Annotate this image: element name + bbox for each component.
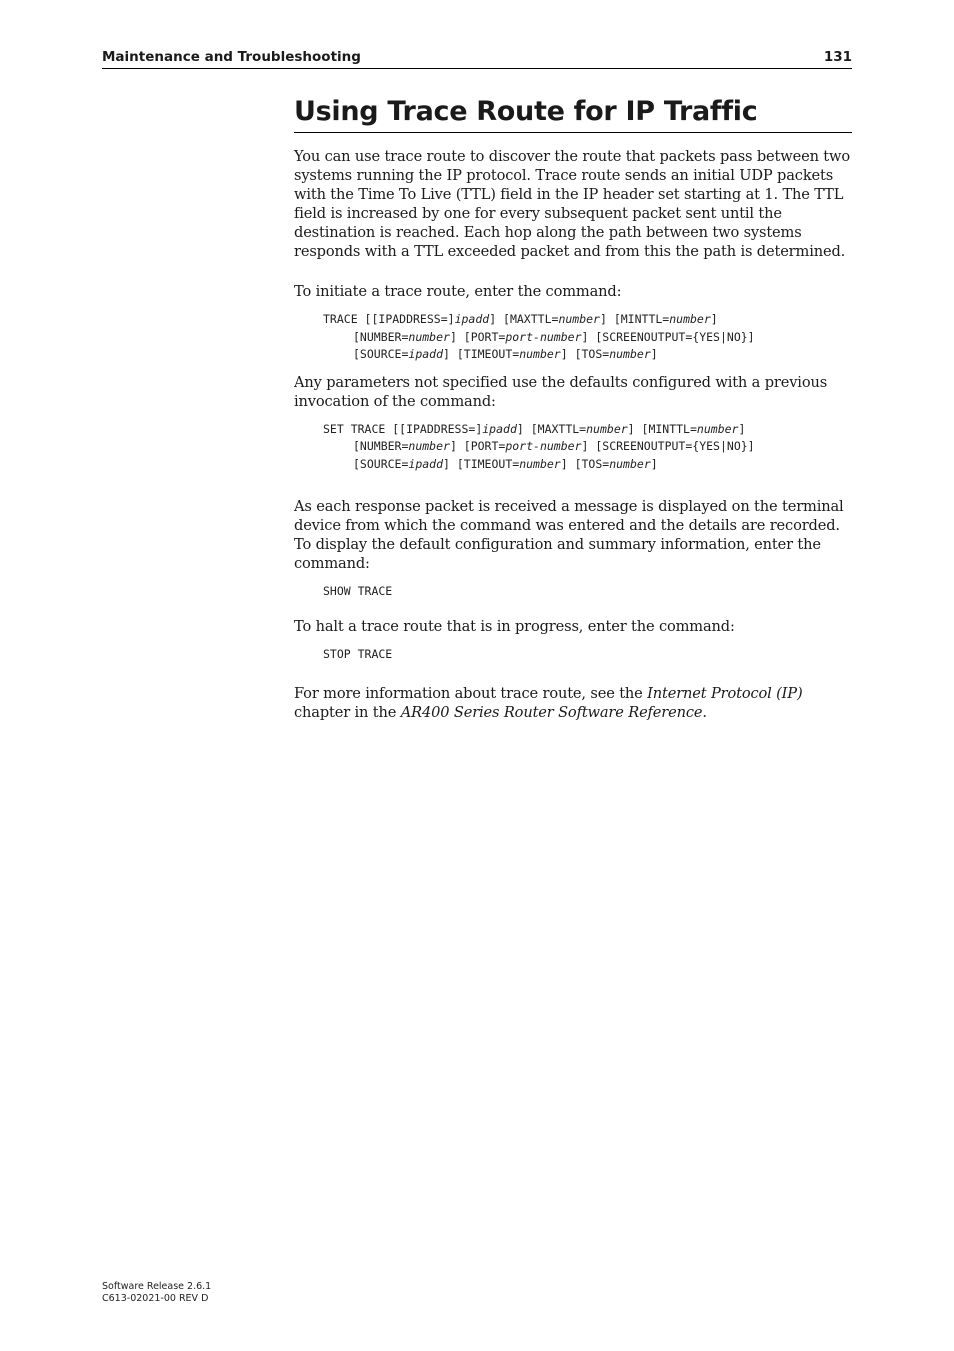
param-placeholder: number <box>408 329 450 344</box>
param-placeholder: number <box>519 456 561 471</box>
document-id: C613-02021-00 REV D <box>102 1293 209 1304</box>
command-keyword: TRACE <box>323 312 358 326</box>
command-line: [SOURCE=ipadd] [TIMEOUT=number] [TOS=number] <box>353 347 658 361</box>
param-placeholder: number <box>586 421 628 436</box>
more-info-paragraph: For more information about trace route, see the Internet Protocol (IP) chapter in the AR400 Series Router Software Reference. <box>294 685 803 721</box>
page-title: Using Trace Route for IP Traffic <box>294 96 852 133</box>
param-placeholder: port-number <box>505 329 582 344</box>
page-footer <box>102 1281 211 1305</box>
stop-trace-command <box>323 646 852 664</box>
param-placeholder: number <box>696 421 739 436</box>
param-placeholder: ipadd <box>408 347 444 361</box>
param-placeholder: number <box>609 347 651 361</box>
set-trace-command-block <box>323 421 852 474</box>
param-placeholder: number <box>669 312 711 326</box>
show-trace-command <box>323 583 852 601</box>
command-line: [SOURCE=ipadd] [TIMEOUT=number] [TOS=number] <box>353 456 658 471</box>
param-placeholder: number <box>519 347 561 361</box>
software-release: Software Release 2.6.1 <box>102 1281 212 1292</box>
command-line: SET TRACE [[IPADDRESS=]ipadd] [MAXTTL=number] [MINTTL=number] <box>323 421 746 436</box>
chapter-reference: Internet Protocol (IP) <box>647 685 803 702</box>
halt-paragraph: To halt a trace route that is in progress, enter the command: <box>294 617 735 635</box>
param-placeholder: port-number <box>505 439 582 453</box>
param-placeholder: number <box>609 456 651 471</box>
param-placeholder: number <box>408 439 450 453</box>
page-content <box>294 96 852 722</box>
intro-paragraph: You can use trace route to discover the route that packets pass between two systems running the IP protocol. Trace route sends an initial UDP packets with the Time To Live (TTL) field in the IP header set starting at 1. The TTL field is increased by one for every subsequent packet sent until the destination is reached. Each hop along the path between two systems responds with a TTL exceeded packet and from this the path is determined. <box>294 148 850 260</box>
response-paragraph: As each response packet is received a message is displayed on the terminal device from which the command was entered and the details are recorded. To display the default configuration and summary information, enter the command: <box>294 498 844 572</box>
page-header <box>102 48 852 69</box>
command-line: [NUMBER=number] [PORT=port-number] [SCREENOUTPUT={YES|NO}] <box>353 439 755 453</box>
param-placeholder: ipadd <box>482 421 517 436</box>
trace-command-block <box>323 311 852 364</box>
page-number: 131 <box>823 49 852 65</box>
command-line: SHOW TRACE <box>323 584 393 598</box>
command-line: STOP TRACE <box>323 646 393 661</box>
command-line: [NUMBER=number] [PORT=port-number] [SCREENOUTPUT={YES|NO}] <box>353 329 755 344</box>
param-placeholder: number <box>558 312 600 326</box>
defaults-paragraph: Any parameters not specified use the defaults configured with a previous invocation of the command: <box>294 373 828 410</box>
initiate-paragraph: To initiate a trace route, enter the command: <box>294 283 622 300</box>
command-line: TRACE [[IPADDRESS=]ipadd] [MAXTTL=number] [MINTTL=number] <box>323 312 718 326</box>
book-reference: AR400 Series Router Software Reference <box>400 704 703 721</box>
section-title: Maintenance and Troubleshooting <box>102 49 361 65</box>
command-keyword: SET TRACE <box>323 421 386 436</box>
param-placeholder: ipadd <box>454 312 490 326</box>
param-placeholder: ipadd <box>408 456 444 471</box>
